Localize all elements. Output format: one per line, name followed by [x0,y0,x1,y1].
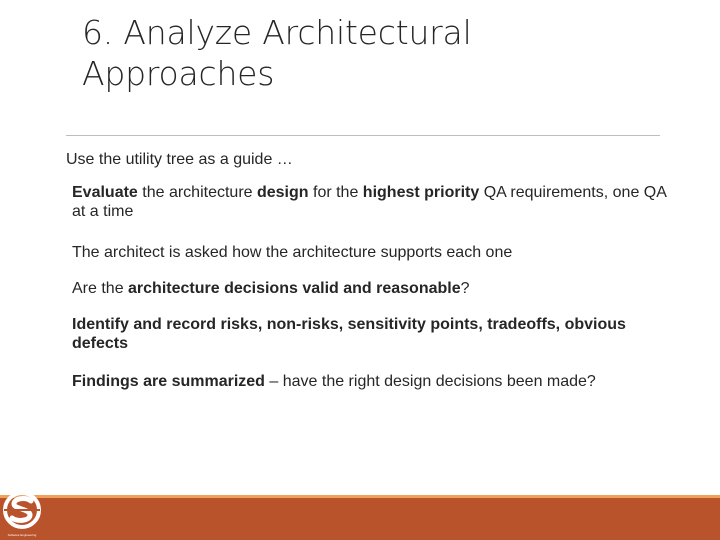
bullet-text: QA requirements, one QA at a time [72,184,667,220]
slide-title [82,12,642,94]
slide-title-line-2: Approaches [82,54,275,93]
bullet-text: – have the right design decisions been made? [264,373,596,390]
bullet-text: design [256,184,309,201]
footer-bar [0,498,720,540]
bullet-text: ? [460,280,470,297]
bullet-text: highest priority [362,184,480,201]
bullet-text: Identify and record risks, non-risks, sensitivity points, tradeoffs, obvious defects [72,316,626,352]
bullet-item-identify [72,315,672,353]
bullet-item-decisions [72,279,672,298]
bullet-text: architecture decisions valid and reasonable [128,280,461,297]
bullet-text: Findings are summarized [72,373,265,390]
logo-caption: Software Engineering [7,533,37,537]
bullet-item-evaluate [72,183,672,221]
bullet-text: Evaluate [72,184,138,201]
bullet-text: The architect is asked how the architecture supports each one [72,244,513,261]
title-divider [66,135,660,136]
bullet-item-architect [72,243,672,262]
bullet-text: the architecture [137,184,257,201]
bullet-text: Are the [72,280,129,297]
bullet-text: for the [308,184,363,201]
slide-title-line-1: 6. Analyze Architectural [82,13,472,52]
bullet-item-findings [72,372,672,391]
lead-text: Use the utility tree as a guide … [66,151,293,168]
